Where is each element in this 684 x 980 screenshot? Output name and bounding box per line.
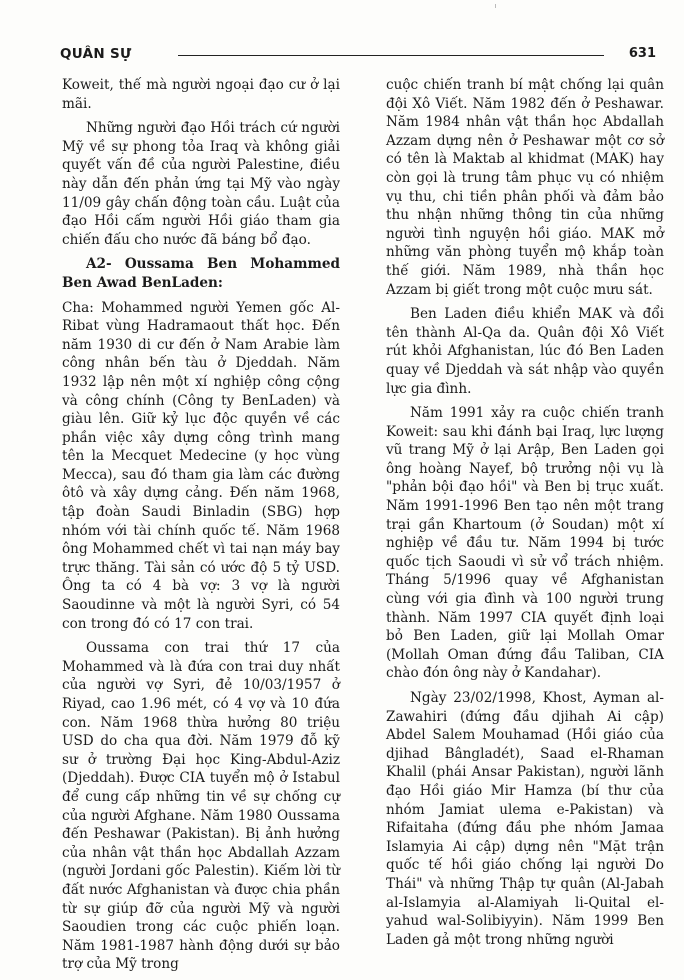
paragraph: cuộc chiến tranh bí mật chống lại quân đội Xô Viết. Năm 1982 đến ở Peshawar. Năm 1984 nhân vật thần học Abdallah Azzam dựng nên ở Peshawar một cơ sở có tên là Maktab al khidmat (MAK) hay còn gọi là trung tâm phục vụ có nhiệm vụ thu, chi tiền phân phối và đảm bảo thu nhận những thông tin của những người tình nguyện hồi giáo. MAK mở những văn phòng tuyển mộ khắp toàn thế giới. Năm 1989, nhà thần học Azzam bị giết trong một cuộc mưu sát.	[386, 77, 664, 298]
section-title: QUÂN SỰ	[60, 46, 132, 62]
paragraph: Ben Laden điều khiển MAK và đổi tên thành Al-Qa da. Quân đội Xô Viết rút khỏi Afghanistan, lúc đó Ben Laden quay về Djeddah và sát nhập vào quyền lực gia đình.	[386, 306, 664, 397]
page-number: 631	[628, 46, 656, 61]
page-header	[60, 44, 656, 68]
paragraph: Năm 1991 xảy ra cuộc chiến tranh Koweit: sau khi đánh bại Iraq, lực lượng vũ trang Mỹ ở lại Arập, Ben Laden gọi ông hoàng Nayef, bộ trưởng nội vụ là "phản bội đạo hồi" và Ben bị trục xuất. Năm 1991-1996 Ben tạo nên một trang trại gần Khartoum (ở Soudan) một xí nghiệp về đầu tư. Năm 1994 bị tước quốc tịch Saoudi vì sử vổ trách nhiệm. Tháng 5/1996 quay về Afghanistan cùng với gia đình và 100 người trung thành. Năm 1997 CIA quyết định loại bỏ Ben Laden, giữ lại Mollah Omar (Mollah Oman đứng đầu Taliban, CIA chào đón ông này ở Kandahar).	[386, 405, 664, 682]
scan-speck	[495, 4, 496, 8]
paragraph: Cha: Mohammed người Yemen gốc Al-Ribat vùng Hadramaout thất học. Đến năm 1930 di cư đến ở Nam Arabie làm công nhân bến tàu ở Djeddah. Năm 1932 lập nên một xí nghiệp công cộng và công chính (Công ty BenLaden) và giàu lên. Giữ kỷ lục độc quyền về các phần việc xây dựng công trình mang tên la Mecquet Medecine (y học vùng Mecca), sau đó tham gia làm các đường ôtô và xây dựng cảng. Đến năm 1968, tập đoàn Saudi Binladin (SBG) hợp nhóm với tài chính quốc tế. Năm 1968 ông Mohammed chết vì tai nạn máy bay trực thăng. Tài sản có ước độ 5 tỷ USD. Ông ta có 4 bà vợ: 3 vợ là người Saoudinne và một là người Syri, có 54 con trong đó có 17 con trai.	[62, 299, 340, 632]
section-heading: A2- Oussama Ben Mohammed Ben Awad BenLaden:	[62, 256, 340, 291]
left-column	[62, 76, 340, 980]
paragraph: Koweit, thế mà người ngoại đạo cư ở lại mãi.	[62, 77, 340, 112]
paragraph: Ngày 23/02/1998, Khost, Ayman al-Zawahiri (đứng đầu djihah Ai cập) Abdel Salem Mouhamad (Hồi giáo của djihad Bângladét), Saad el-Rhaman Khalil (phái Ansar Pakistan), người lãnh đạo Hồi giáo Mir Hamza (bí thư của nhóm Jamiat ulema e-Pakistan) và Rifaitaha (đứng đầu phe nhóm Jamaa Islamyia Ai cập) dựng nên "Mặt trận quốc tế hồi giáo chống lại người Do Thái" và những Thập tự quân (Al-Jabah al-Islamyia al-Alamiyah li-Quital el-yahud wal-Solibiyyin). Năm 1999 Ben Laden gả một trong những người	[386, 690, 664, 948]
paragraph: Những người đạo Hồi trách cứ người Mỹ về sự phong tỏa Iraq và không giải quyết vấn đề của người Palestine, điều này dẫn đến phản ứng tại Mỹ vào ngày 11/09 gây chấn động toàn cầu. Luật của đạo Hồi cấm người Hồi giáo tham gia chiến đấu cho nước đã báng bổ đạo.	[62, 120, 340, 248]
header-rule	[178, 55, 604, 56]
paragraph: Oussama con trai thứ 17 của Mohammed và là đứa con trai duy nhất của người vợ Syri, đẻ 10/03/1957 ở Riyad, cao 1.96 mét, có 4 vợ và 10 đứa con. Năm 1968 thừa hưởng 80 triệu USD do cha qua đời. Năm 1979 đỗ kỹ sư ở trường Đại học King-Abdul-Aziz (Djeddah). Được CIA tuyển mộ ở Istabul để cung cấp những tin về sự chống cự của người Afghane. Năm 1980 Oussama đến Peshawar (Pakistan). Bị ảnh hưởng của nhân vật thần học Abdallah Azzam (người Jordani gốc Palestin). Kiếm lời từ đất nước Afghanistan và được chia phần từ sự giúp đỡ của người Mỹ và người Saoudien trong các cuộc phiến loạn. Năm 1981-1987 hành động dưới sự bảo trợ của Mỹ trong	[62, 640, 340, 973]
right-column	[386, 76, 664, 955]
